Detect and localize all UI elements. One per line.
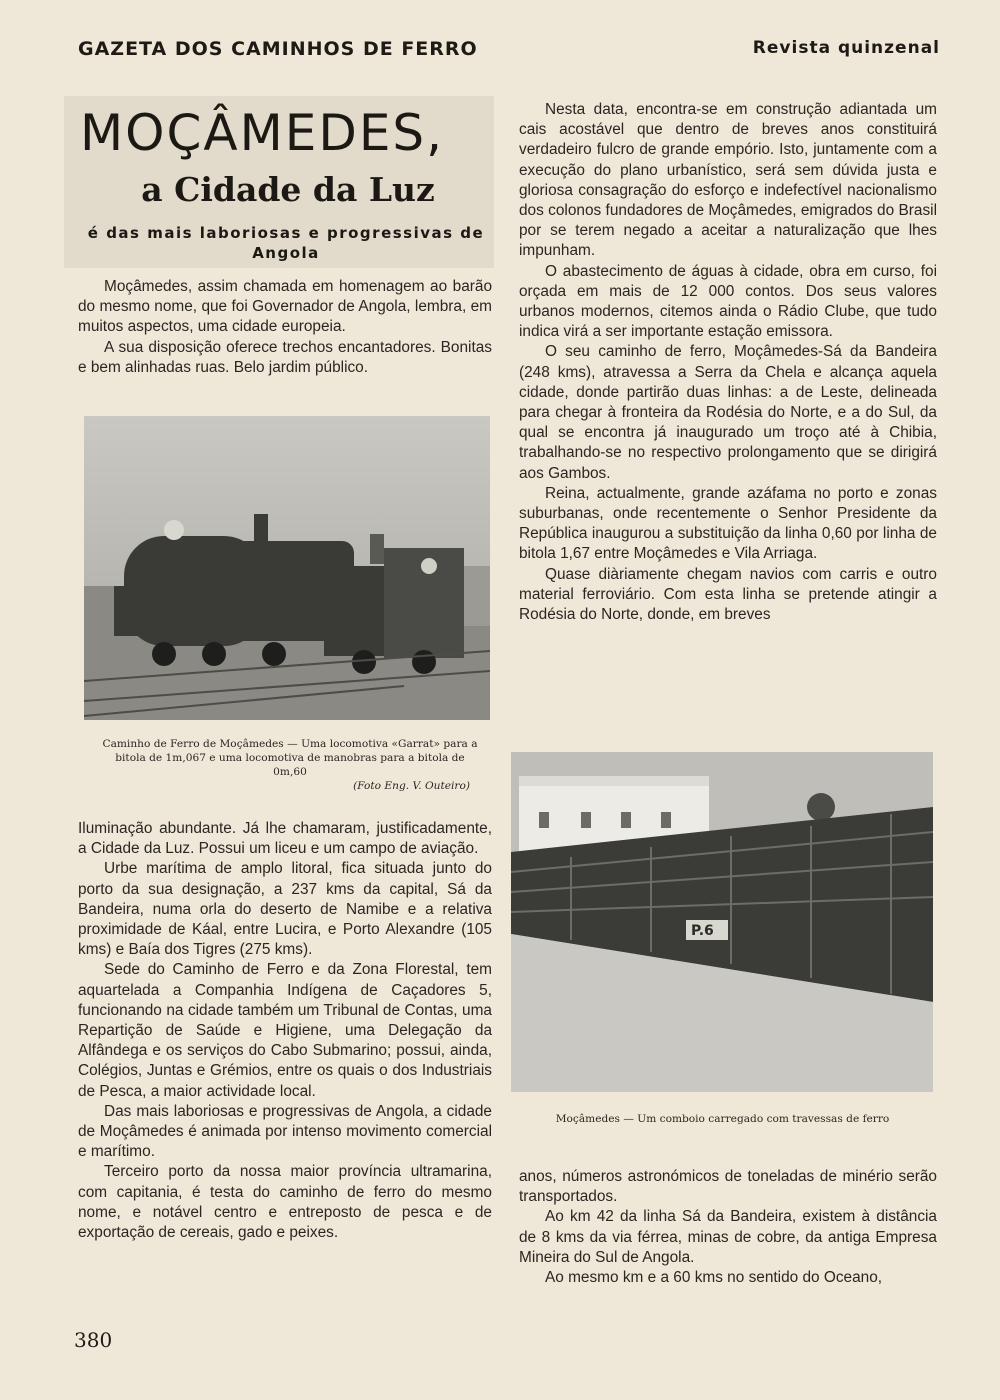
article-tagline: é das mais laboriosas e progressivas de Angola	[87, 224, 485, 262]
paragraph: Iluminação abundante. Já lhe chamaram, justificadamente, a Cidade da Luz. Possui um liceu e um campo de aviação.	[78, 820, 492, 858]
locomotives-caption: Caminho de Ferro de Moçâmedes — Uma locomotiva «Garrat» para a bitola de 1m,067 e uma locomotiva de manobras para a bitola de 0m,60	[102, 738, 478, 778]
paragraph: O seu caminho de ferro, Moçâmedes-Sá da Bandeira (248 kms), atravessa a Serra da Chela e alcança aquela cidade, donde partirão duas linhas: a de Leste, delineada para chegar à fronteira da Rodésia do Norte, e a do Sul, da qual se encontra já inaugurado um troço até à Chibia, trabalhando-se no respectivo prolongamento que se dirigirá aos Gambos.	[519, 343, 937, 482]
wagon-mark: P.6	[691, 923, 714, 939]
paragraph: Ao km 42 da linha Sá da Bandeira, existem à distância de 8 kms da via férrea, minas de cobre, da antiga Empresa Mineira do Sul de Angola.	[519, 1208, 937, 1266]
locomotives-illustration	[84, 416, 490, 720]
paragraph: Ao mesmo km e a 60 kms no sentido do Oceano,	[545, 1269, 883, 1287]
article-title: MOÇÂMEDES,	[80, 104, 445, 162]
paragraph: Quase diàriamente chegam navios com carris e outro material ferroviário. Com esta linha se pretende atingir a Rodésia do Norte, donde, em breves	[519, 565, 937, 624]
paragraph: A sua disposição oferece trechos encantadores. Bonitas e bem alinhadas ruas. Belo jardim público.	[78, 338, 492, 376]
locomotives-photo	[84, 416, 490, 720]
paragraph: O abastecimento de águas à cidade, obra em curso, foi orçada em mais de 12 000 contos. Dos seus valores urbanos modernos, citemos ainda o Rádio Clube, que tudo indica virá a ser importante estação emissora.	[519, 262, 937, 341]
paragraph: Nesta data, encontra-se em construção adiantada um cais acostável que dentro de breves anos constituirá verdadeiro fulcro de grande empório. Isto, juntamente com a execução do plano urbanístico, será sem dúvida justa e gloriosa consagração do esforço e indefectível nacionalismo dos colonos fundadores de Moçâmedes, emigrados do Brasil por se terem negado a aceitar a naturalização que lhes impunham.	[519, 101, 937, 260]
running-header-subtitle: Revista quinzenal	[752, 38, 940, 58]
paragraph: Sede do Caminho de Ferro e da Zona Florestal, tem aquartelada a Companhia Indígena de Caçadores 5, funcionando na cidade também um Tribunal de Contas, uma Repartição de Saúde e Higiene, uma Delegação da Alfândega e os serviços do Cabo Submarino; possui, ainda, Colégios, Juntas e Grémios, entre os quais o dos Industriais de Pesca, a maior actividade local.	[78, 961, 492, 1100]
article-subtitle: a Cidade da Luz	[141, 170, 435, 209]
right-column-top	[519, 100, 937, 625]
running-header-title: GAZETA DOS CAMINHOS DE FERRO	[78, 38, 478, 60]
paragraph: Das mais laboriosas e progressivas de Angola, a cidade de Moçâmedes é animada por intenso movimento comercial e marítimo.	[78, 1102, 492, 1161]
paragraph: Moçâmedes, assim chamada em homenagem ao barão do mesmo nome, que foi Governador de Angola, lembra, em muitos aspectos, uma cidade europeia.	[78, 278, 492, 336]
paragraph: Reina, actualmente, grande azáfama no porto e zonas suburbanas, onde recentemente o Senhor Presidente da República inaugurou a substituição da linha 0,60 por linha de bitola 1,67 entre Moçâmedes e Vila Arriaga.	[519, 484, 937, 563]
page-number: 380	[74, 1328, 113, 1352]
train-illustration	[511, 752, 933, 1092]
paragraph: Terceiro porto da nossa maior província ultramarina, com capitania, é testa do caminho de ferro do mesmo nome, e notável centro e entreposto de pesca e de exportação de cereais, gado e peixes.	[78, 1163, 492, 1242]
paragraph: anos, números astronómicos de toneladas de minério serão transportados.	[519, 1168, 937, 1206]
left-column-top	[78, 277, 492, 378]
paragraph: Urbe marítima de amplo litoral, fica situada junto do porto da sua designação, a 237 kms da capital, Sá da Bandeira, numa orla do deserto de Namibe e a relativa proximidade de Káal, entre Lucira, e Porto Alexandre (105 kms) e Baía dos Tigres (275 kms).	[78, 860, 492, 959]
right-column-bottom	[519, 1167, 937, 1288]
photo-credit: (Foto Eng. V. Outeiro)	[353, 780, 470, 792]
train-caption: Moçâmedes — Um comboio carregado com travessas de ferro	[555, 1113, 890, 1125]
train-photo	[511, 752, 933, 1092]
left-column-bottom	[78, 819, 492, 1243]
